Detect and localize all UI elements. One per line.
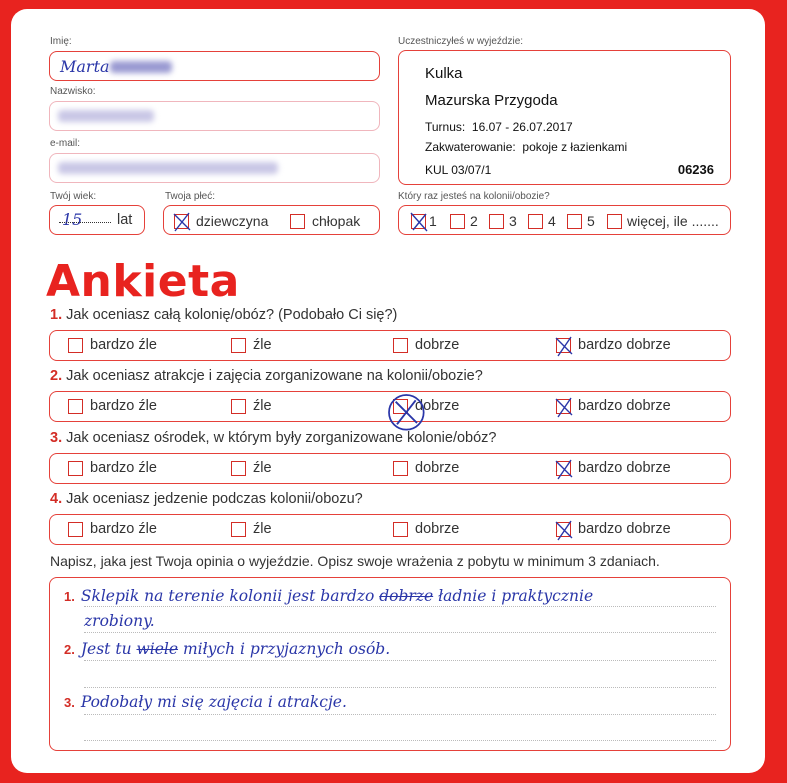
- checkbox[interactable]: [68, 461, 83, 476]
- gender-option-boy[interactable]: chłopak: [290, 212, 360, 229]
- checkbox[interactable]: [567, 214, 582, 229]
- answer-rule: [84, 660, 716, 661]
- question-text: Jak oceniasz atrakcje i zajęcia zorganizowane na kolonii/obozie?: [66, 368, 483, 384]
- option-label: dobrze: [415, 398, 460, 415]
- question-1: [50, 307, 397, 323]
- checkbox[interactable]: [393, 461, 408, 476]
- rating-option[interactable]: [393, 521, 459, 537]
- times-option-3[interactable]: 3: [489, 212, 517, 229]
- option-label: bardzo źle: [90, 337, 157, 354]
- email-field[interactable]: [49, 153, 380, 183]
- struck-word: wiele: [136, 640, 179, 658]
- checkbox[interactable]: [556, 461, 571, 476]
- surname-field[interactable]: [49, 101, 380, 131]
- checkbox[interactable]: [68, 399, 83, 414]
- option-label: bardzo dobrze: [578, 398, 671, 415]
- rating-option[interactable]: [393, 337, 459, 353]
- rating-option[interactable]: [231, 398, 272, 414]
- option-label: bardzo dobrze: [578, 337, 671, 354]
- checkbox[interactable]: [231, 461, 246, 476]
- option-label: dobrze: [415, 337, 460, 354]
- redacted-email: [58, 162, 278, 174]
- option-label: źle: [253, 521, 272, 538]
- checkbox[interactable]: [68, 338, 83, 353]
- checkbox[interactable]: [607, 214, 622, 229]
- opinion-prompt: Napisz, jaka jest Twoja opinia o wyjeździe. Opisz swoje wrażenia z pobytu w minimum 3 zdaniach.: [50, 553, 660, 569]
- question-number: 4.: [50, 491, 63, 507]
- checkbox[interactable]: [174, 214, 189, 229]
- option-label: źle: [253, 460, 272, 477]
- option-label: dobrze: [415, 521, 460, 538]
- checkbox[interactable]: [231, 522, 246, 537]
- answer-rule: [84, 606, 716, 607]
- times-option-4[interactable]: 4: [528, 212, 556, 229]
- checkbox[interactable]: [556, 399, 571, 414]
- checkbox[interactable]: [393, 522, 408, 537]
- organizer: Kulka: [425, 65, 463, 82]
- times-option-5[interactable]: 5: [567, 212, 595, 229]
- redacted-surname: [58, 110, 154, 122]
- rating-option[interactable]: [231, 521, 272, 537]
- answer-rule: [84, 632, 716, 633]
- option-label: bardzo źle: [90, 460, 157, 477]
- answer-rule: [84, 714, 716, 715]
- accommodation-value: pokoje z łazienkami: [522, 140, 628, 154]
- checkbox[interactable]: [393, 338, 408, 353]
- rating-option[interactable]: [556, 398, 671, 414]
- name-value: Marta: [60, 57, 110, 76]
- turnus-line: [425, 120, 573, 134]
- option-label: bardzo dobrze: [578, 521, 671, 538]
- option-label: bardzo źle: [90, 398, 157, 415]
- checkbox[interactable]: [556, 338, 571, 353]
- checkbox[interactable]: [231, 338, 246, 353]
- rating-option[interactable]: [68, 398, 157, 414]
- answer-rule: [84, 740, 716, 741]
- checkbox[interactable]: [290, 214, 305, 229]
- age-value: 15: [62, 210, 83, 229]
- participant-label: Uczestniczyłeś w wyjeździe:: [398, 36, 524, 47]
- checkbox[interactable]: [489, 214, 504, 229]
- accommodation-label: Zakwaterowanie:: [425, 140, 516, 154]
- option-label: źle: [253, 398, 272, 415]
- option-label: bardzo dobrze: [578, 460, 671, 477]
- age-unit: lat: [117, 212, 133, 228]
- answer-1: 1. Sklepik na terenie kolonii jest bardzo dobrze ładnie i praktycznie: [64, 587, 594, 605]
- rating-option[interactable]: [556, 337, 671, 353]
- times-option-2[interactable]: 2: [450, 212, 478, 229]
- trip-stamp: [398, 50, 731, 185]
- question-text: Jak oceniasz jedzenie podczas kolonii/obozu?: [66, 491, 363, 507]
- age-dotted-line: [59, 222, 111, 223]
- answer-rule: [84, 687, 716, 688]
- question-3: [50, 430, 496, 446]
- checkbox[interactable]: [528, 214, 543, 229]
- question-number: 2.: [50, 368, 63, 384]
- rating-option[interactable]: [393, 460, 459, 476]
- question-number: 1.: [50, 307, 63, 323]
- turnus-dates: 16.07 - 26.07.2017: [471, 120, 573, 134]
- answer-1-continued: zrobiony.: [84, 612, 155, 630]
- checkbox[interactable]: [556, 522, 571, 537]
- rating-option[interactable]: [231, 460, 272, 476]
- age-label: Twój wiek:: [50, 191, 97, 202]
- option-label: źle: [253, 337, 272, 354]
- question-4: [50, 491, 363, 507]
- checkbox[interactable]: [411, 214, 426, 229]
- answer-3: 3. Podobały mi się zajęcia i atrakcje.: [64, 693, 347, 711]
- question-number: 3.: [50, 430, 63, 446]
- age-field[interactable]: [49, 205, 145, 235]
- gender-label: Twoja płeć:: [165, 191, 216, 202]
- option-label: dobrze: [415, 460, 460, 477]
- email-label: e-mail:: [50, 138, 81, 149]
- rating-option[interactable]: [393, 398, 459, 414]
- checkbox[interactable]: [68, 522, 83, 537]
- gender-field: [163, 205, 380, 235]
- rating-option[interactable]: [231, 337, 272, 353]
- gender-option-girl[interactable]: dziewczyna: [174, 212, 268, 229]
- answer-2: 2. Jest tu wiele miłych i przyjaznych osób.: [64, 640, 391, 658]
- name-label: Imię:: [50, 36, 72, 47]
- option-label: bardzo źle: [90, 521, 157, 538]
- surname-label: Nazwisko:: [50, 86, 96, 97]
- survey-title: Ankieta: [46, 256, 240, 307]
- checkbox[interactable]: [450, 214, 465, 229]
- name-field[interactable]: [49, 51, 380, 81]
- rating-option[interactable]: [68, 337, 157, 353]
- redacted-surname-scribble: [110, 61, 172, 73]
- checkbox[interactable]: [231, 399, 246, 414]
- times-field: [398, 205, 731, 235]
- times-option-1[interactable]: 1: [411, 212, 437, 229]
- checkbox[interactable]: [393, 399, 408, 414]
- times-label: Który raz jesteś na kolonii/obozie?: [398, 191, 550, 202]
- rating-option[interactable]: [556, 460, 671, 476]
- rating-option[interactable]: [556, 521, 671, 537]
- struck-word: dobrze: [379, 587, 434, 605]
- times-option-more[interactable]: więcej, ile .......: [607, 212, 719, 229]
- rating-option[interactable]: [68, 521, 157, 537]
- question-text: Jak oceniasz całą kolonię/obóz? (Podobało Ci się?): [66, 307, 398, 323]
- question-2: [50, 368, 483, 384]
- trip-number: 06236: [677, 162, 714, 177]
- trip-name: Mazurska Przygoda: [425, 92, 558, 109]
- question-text: Jak oceniasz ośrodek, w którym były zorganizowane kolonie/obóz?: [66, 430, 497, 446]
- turnus-label: Turnus:: [425, 120, 466, 134]
- accommodation-line: [425, 140, 627, 154]
- rating-option[interactable]: [68, 460, 157, 476]
- trip-code: KUL 03/07/1: [425, 163, 492, 177]
